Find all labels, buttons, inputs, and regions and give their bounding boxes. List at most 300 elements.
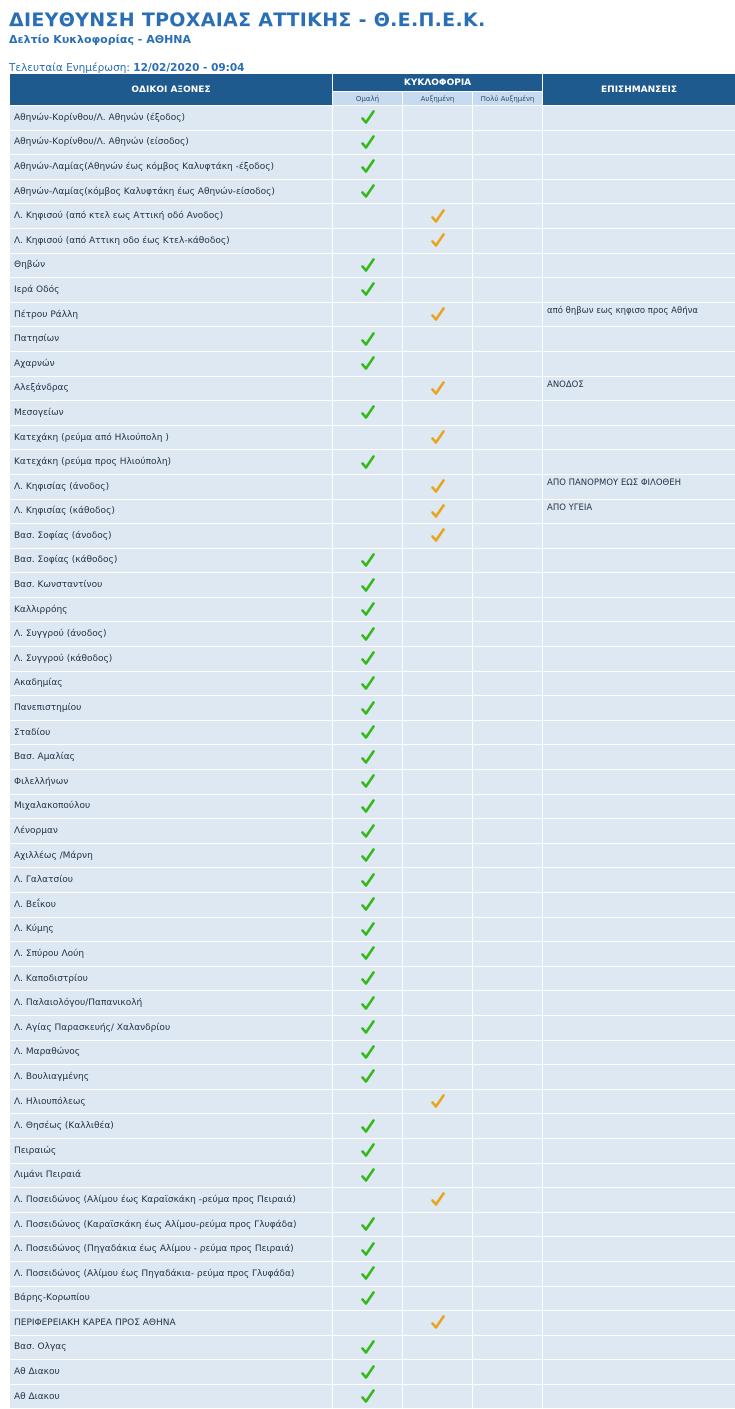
note-cell [543,278,735,303]
check-icon [361,1143,375,1158]
note-cell [543,1138,735,1163]
status-cell-heavy [473,720,543,745]
status-cell-increased [403,622,473,647]
status-cell-heavy [473,597,543,622]
status-cell-increased [403,179,473,204]
status-cell-normal [333,351,403,376]
check-icon [361,1069,375,1084]
note-cell [543,1188,735,1213]
road-name: Λ. Αγίας Παρασκευής/ Χαλανδρίου [10,1015,333,1040]
status-cell-increased [403,966,473,991]
note-cell [543,647,735,672]
road-name: Πατησίων [10,327,333,352]
subheader-increased: Αυξημένη [403,92,473,106]
status-cell-heavy [473,253,543,278]
status-cell-increased [403,1335,473,1360]
status-cell-increased [403,376,473,401]
check-icon [431,1315,445,1330]
road-name: Λ. Ποσειδώνος (Πηγαδάκια έως Αλίμου - ρεύμα προς Πειραιά) [10,1237,333,1262]
status-cell-normal [333,745,403,770]
road-name: Λ. Γαλατσίου [10,868,333,893]
note-cell [543,155,735,180]
road-name: Λ. Παλαιολόγου/Παπανικολή [10,991,333,1016]
page-subtitle: Δελτίο Κυκλοφορίας - ΑΘΗΝΑ [9,32,735,47]
status-cell-heavy [473,1286,543,1311]
status-cell-heavy [473,327,543,352]
note-cell [543,745,735,770]
status-cell-normal [333,893,403,918]
road-name: Μεσογείων [10,401,333,426]
status-cell-increased [403,1237,473,1262]
status-cell-normal [333,327,403,352]
note-cell [543,868,735,893]
status-cell-heavy [473,1311,543,1336]
table-row [10,130,735,155]
table-row [10,622,735,647]
road-name: Αθ Διακου [10,1360,333,1385]
status-cell-increased [403,499,473,524]
table-row [10,524,735,549]
status-cell-heavy [473,548,543,573]
road-name: Λ. Καποδιστρίου [10,966,333,991]
check-icon [361,1168,375,1183]
status-cell-heavy [473,130,543,155]
check-icon [361,1389,375,1404]
status-cell-normal [333,524,403,549]
status-cell-heavy [473,893,543,918]
road-name: Κατεχάκη (ρεύμα προς Ηλιούπολη) [10,450,333,475]
status-cell-increased [403,671,473,696]
road-name: Αθηνών-Λαμίας(κόμβος Καλυφτάκη έως Αθηνών-είσοδος) [10,179,333,204]
check-icon [361,1217,375,1232]
table-row [10,720,735,745]
road-name: Λ. Κηφισού (από κτελ εως Αττική οδό Ανοδος) [10,204,333,229]
status-cell-normal [333,401,403,426]
check-icon [361,750,375,765]
check-icon [431,504,445,519]
subheader-heavy: Πολύ Αυξημένη [473,92,543,106]
table-row [10,1114,735,1139]
table-row [10,474,735,499]
note-cell [543,819,735,844]
check-icon [361,1266,375,1281]
status-cell-heavy [473,228,543,253]
table-row [10,278,735,303]
check-icon [361,553,375,568]
status-cell-heavy [473,917,543,942]
status-cell-normal [333,942,403,967]
status-cell-increased [403,253,473,278]
status-cell-normal [333,991,403,1016]
status-cell-normal [333,1286,403,1311]
status-cell-normal [333,966,403,991]
status-cell-heavy [473,819,543,844]
status-cell-heavy [473,302,543,327]
check-icon [361,405,375,420]
check-icon [431,209,445,224]
status-cell-normal [333,622,403,647]
table-row [10,745,735,770]
check-icon [361,774,375,789]
status-cell-normal [333,1163,403,1188]
note-cell [543,1286,735,1311]
table-row [10,597,735,622]
status-cell-increased [403,1286,473,1311]
table-row [10,917,735,942]
table-row [10,1163,735,1188]
road-name: Πειραιώς [10,1138,333,1163]
check-icon [361,332,375,347]
status-cell-increased [403,1163,473,1188]
status-cell-normal [333,843,403,868]
status-cell-normal [333,597,403,622]
status-cell-increased [403,893,473,918]
status-cell-heavy [473,155,543,180]
table-row [10,1138,735,1163]
check-icon [361,1365,375,1380]
table-row [10,228,735,253]
status-cell-normal [333,376,403,401]
table-row [10,966,735,991]
table-row [10,868,735,893]
table-row [10,1040,735,1065]
status-cell-increased [403,1015,473,1040]
road-name: Ιερά Οδός [10,278,333,303]
road-name: Σταδίου [10,720,333,745]
note-cell [543,1360,735,1385]
check-icon [431,1192,445,1207]
status-cell-normal [333,474,403,499]
status-cell-increased [403,917,473,942]
note-cell [543,942,735,967]
status-cell-heavy [473,1138,543,1163]
note-cell [543,1114,735,1139]
note-cell [543,228,735,253]
road-name: Φιλελλήνων [10,770,333,795]
status-cell-heavy [473,1261,543,1286]
check-icon [361,282,375,297]
table-row [10,425,735,450]
road-name: Αλεξάνδρας [10,376,333,401]
status-cell-normal [333,450,403,475]
table-row [10,647,735,672]
status-cell-heavy [473,622,543,647]
status-cell-heavy [473,351,543,376]
status-cell-normal [333,1114,403,1139]
note-cell [543,991,735,1016]
road-name: Βασ. Σοφίας (κάθοδος) [10,548,333,573]
note-cell [543,204,735,229]
table-row [10,1311,735,1336]
note-cell [543,893,735,918]
note-cell [543,696,735,721]
status-cell-heavy [473,499,543,524]
status-cell-increased [403,942,473,967]
table-row [10,106,735,131]
road-name: Αθηνών-Κορίνθου/Λ. Αθηνών (είσοδος) [10,130,333,155]
note-cell [543,253,735,278]
status-cell-heavy [473,573,543,598]
note-cell [543,1311,735,1336]
road-name: Καλλιρρόης [10,597,333,622]
table-row [10,794,735,819]
status-cell-normal [333,1384,403,1409]
status-cell-normal [333,179,403,204]
status-cell-heavy [473,1384,543,1409]
check-icon [361,1340,375,1355]
status-cell-heavy [473,671,543,696]
check-icon [431,381,445,396]
status-cell-increased [403,573,473,598]
note-cell [543,1015,735,1040]
check-icon [361,627,375,642]
note-cell: ΑΠΟ ΥΓΕΙΑ [543,499,735,524]
road-name: Βασ. Σοφίας (άνοδος) [10,524,333,549]
note-cell [543,130,735,155]
table-row [10,179,735,204]
status-cell-normal [333,425,403,450]
status-cell-normal [333,1360,403,1385]
note-cell [543,425,735,450]
table-row [10,1237,735,1262]
status-cell-increased [403,1089,473,1114]
note-cell [543,106,735,131]
table-row [10,696,735,721]
status-cell-increased [403,204,473,229]
road-name: Λ. Συγγρού (άνοδος) [10,622,333,647]
table-row [10,1089,735,1114]
note-cell [543,1089,735,1114]
column-header-roads: ΟΔΙΚΟΙ ΑΞΟΝΕΣ [10,74,333,106]
status-cell-increased [403,1040,473,1065]
note-cell [543,179,735,204]
status-cell-increased [403,720,473,745]
table-row [10,991,735,1016]
table-body [10,106,735,1409]
table-row [10,1384,735,1409]
road-name: Κατεχάκη (ρεύμα από Ηλιούπολη ) [10,425,333,450]
status-cell-increased [403,794,473,819]
table-row [10,351,735,376]
status-cell-normal [333,204,403,229]
check-icon [361,135,375,150]
table-row [10,819,735,844]
table-row [10,327,735,352]
check-icon [431,528,445,543]
status-cell-normal [333,499,403,524]
traffic-table [9,73,735,1409]
status-cell-increased [403,1360,473,1385]
road-name: Ακαδημίας [10,671,333,696]
table-row [10,155,735,180]
note-cell [543,548,735,573]
status-cell-heavy [473,868,543,893]
status-cell-heavy [473,1065,543,1090]
check-icon [361,1291,375,1306]
road-name: Βασ. Ολγας [10,1335,333,1360]
status-cell-normal [333,130,403,155]
status-cell-increased [403,1384,473,1409]
road-name: Θηβών [10,253,333,278]
last-update-label: Τελευταία Ενημέρωση: [9,62,130,74]
status-cell-increased [403,1212,473,1237]
check-icon [361,1045,375,1060]
note-cell [543,1384,735,1409]
status-cell-heavy [473,745,543,770]
column-header-traffic: ΚΥΚΛΟΦΟΡΙΑ [333,74,543,92]
check-icon [361,676,375,691]
note-cell [543,917,735,942]
road-name: Λ. Συγγρού (κάθοδος) [10,647,333,672]
status-cell-heavy [473,794,543,819]
road-name: Λ. Μαραθώνος [10,1040,333,1065]
status-cell-heavy [473,1237,543,1262]
table-row [10,1188,735,1213]
status-cell-increased [403,548,473,573]
road-name: Βασ. Αμαλίας [10,745,333,770]
check-icon [361,159,375,174]
status-cell-increased [403,647,473,672]
status-cell-heavy [473,1015,543,1040]
road-name: Λ. Θησέως (Καλλιθέα) [10,1114,333,1139]
note-cell [543,1163,735,1188]
status-cell-normal [333,1040,403,1065]
status-cell-heavy [473,204,543,229]
note-cell [543,770,735,795]
check-icon [361,996,375,1011]
status-cell-increased [403,278,473,303]
road-name: Μιχαλακοπούλου [10,794,333,819]
check-icon [361,602,375,617]
table-row [10,573,735,598]
status-cell-normal [333,671,403,696]
status-cell-increased [403,425,473,450]
road-name: Αθ Διακου [10,1384,333,1409]
status-cell-increased [403,327,473,352]
status-cell-increased [403,868,473,893]
road-name: Λ. Κηφισίας (άνοδος) [10,474,333,499]
note-cell [543,1065,735,1090]
status-cell-heavy [473,696,543,721]
note-cell [543,327,735,352]
status-cell-normal [333,868,403,893]
check-icon [361,110,375,125]
page-title: ΔΙΕΥΘΥΝΣΗ ΤΡΟΧΑΙΑΣ ΑΤΤΙΚΗΣ - Θ.Ε.Π.Ε.Κ. [9,9,735,31]
note-cell [543,1261,735,1286]
status-cell-increased [403,155,473,180]
status-cell-normal [333,155,403,180]
status-cell-increased [403,351,473,376]
table-row [10,843,735,868]
status-cell-normal [333,1212,403,1237]
status-cell-normal [333,1335,403,1360]
status-cell-normal [333,1188,403,1213]
status-cell-heavy [473,524,543,549]
note-cell: ΑΝΟΔΟΣ [543,376,735,401]
road-name: Λ. Κηφισίας (κάθοδος) [10,499,333,524]
check-icon [361,455,375,470]
status-cell-heavy [473,966,543,991]
table-row [10,1335,735,1360]
status-cell-heavy [473,770,543,795]
check-icon [361,971,375,986]
note-cell [543,573,735,598]
subheader-normal: Ομαλή [333,92,403,106]
note-cell [543,597,735,622]
road-name: Αχιλλέως /Μάρνη [10,843,333,868]
check-icon [361,824,375,839]
road-name: Αχαρνών [10,351,333,376]
road-name: Πανεπιστημίου [10,696,333,721]
status-cell-normal [333,1015,403,1040]
status-cell-normal [333,548,403,573]
note-cell [543,351,735,376]
road-name: Λ. Ποσειδώνος (Αλίμου έως Πηγαδάκια- ρεύμα προς Γλυφάδα) [10,1261,333,1286]
check-icon [431,1094,445,1109]
check-icon [361,873,375,888]
note-cell: ΑΠΟ ΠΑΝΟΡΜΟΥ ΕΩΣ ΦΙΛΟΘΕΗ [543,474,735,499]
status-cell-increased [403,696,473,721]
note-cell [543,1040,735,1065]
table-row [10,1360,735,1385]
road-name: Αθηνών-Λαμίας(Αθηνών έως κόμβος Καλυφτάκη -έξοδος) [10,155,333,180]
table-row [10,1286,735,1311]
status-cell-increased [403,302,473,327]
road-name: Λ. Ποσειδώνος (Αλίμου έως Καραϊσκάκη -ρεύμα προς Πειραιά) [10,1188,333,1213]
note-cell [543,720,735,745]
road-name: Λ. Βεΐκου [10,893,333,918]
check-icon [361,897,375,912]
table-row [10,1212,735,1237]
check-icon [431,479,445,494]
road-name: Λ. Ηλιουπόλεως [10,1089,333,1114]
status-cell-heavy [473,843,543,868]
status-cell-normal [333,696,403,721]
status-cell-increased [403,474,473,499]
check-icon [361,946,375,961]
status-cell-heavy [473,1360,543,1385]
status-cell-normal [333,1089,403,1114]
road-name: Λ. Βουλιαγμένης [10,1065,333,1090]
status-cell-increased [403,1138,473,1163]
status-cell-increased [403,1311,473,1336]
table-row [10,770,735,795]
status-cell-normal [333,573,403,598]
status-cell-heavy [473,1212,543,1237]
status-cell-increased [403,1188,473,1213]
page-header [0,0,735,66]
status-cell-normal [333,819,403,844]
status-cell-increased [403,819,473,844]
status-cell-increased [403,770,473,795]
status-cell-normal [333,228,403,253]
status-cell-normal [333,278,403,303]
status-cell-increased [403,106,473,131]
table-row [10,1015,735,1040]
status-cell-increased [403,1114,473,1139]
status-cell-heavy [473,278,543,303]
status-cell-normal [333,106,403,131]
note-cell [543,1335,735,1360]
status-cell-normal [333,1237,403,1262]
road-name: Λ. Σπύρου Λούη [10,942,333,967]
table-row [10,253,735,278]
status-cell-increased [403,1261,473,1286]
note-cell [543,1237,735,1262]
status-cell-increased [403,401,473,426]
check-icon [361,651,375,666]
note-cell [543,794,735,819]
